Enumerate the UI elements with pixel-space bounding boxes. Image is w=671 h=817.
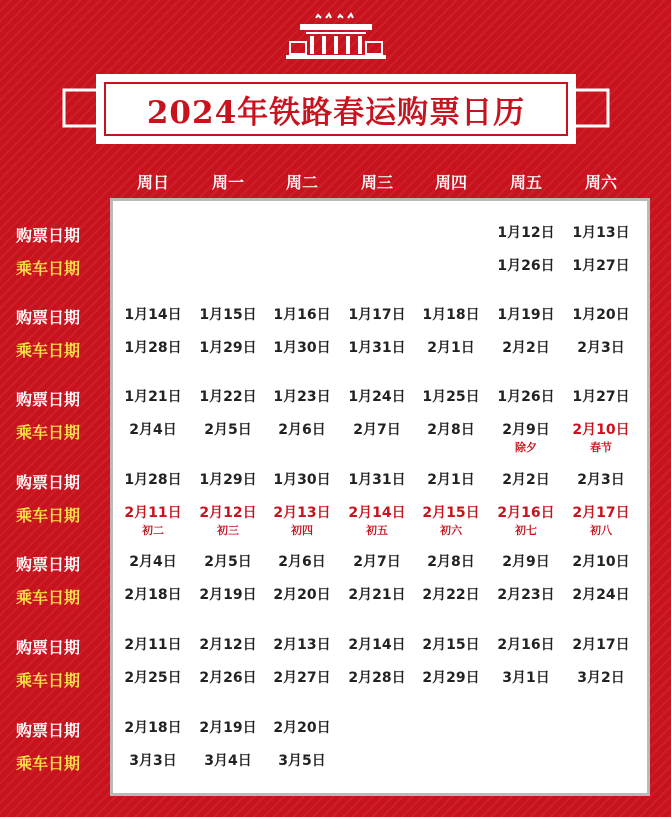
ride-date-cell: 2月15日 [422,505,480,521]
ride-date-cell: 1月27日 [572,258,630,274]
buy-date-cell: 1月29日 [199,472,257,488]
weekday-label: 周三 [360,173,393,192]
buy-date-cell: 2月14日 [348,637,406,653]
weekday-label: 周一 [211,173,244,192]
buy-date-cell: 1月30日 [273,472,331,488]
ride-date-cell: 2月10日 [572,422,630,438]
lunar-date-note: 初六 [440,524,462,537]
buy-date-label: 购票日期 [16,555,81,574]
ride-date-cell: 2月7日 [353,422,401,438]
ride-date-label: 乘车日期 [16,754,81,773]
ride-date-label: 乘车日期 [16,506,81,525]
buy-date-cell: 1月16日 [273,307,331,323]
buy-date-cell: 1月23日 [273,389,331,405]
buy-date-cell: 2月11日 [124,637,182,653]
buy-date-cell: 1月14日 [124,307,182,323]
lunar-date-note: 初八 [590,524,612,537]
ride-date-cell: 2月22日 [422,587,480,603]
ride-date-cell: 2月21日 [348,587,406,603]
ride-date-cell: 2月27日 [273,670,331,686]
buy-date-cell: 2月16日 [497,637,555,653]
ride-date-cell: 2月20日 [273,587,331,603]
ride-date-cell: 2月19日 [199,587,257,603]
weekday-label: 周二 [285,173,318,192]
ride-date-label: 乘车日期 [16,341,81,360]
lunar-date-note: 除夕 [515,441,537,454]
ride-date-cell: 2月24日 [572,587,630,603]
calendar-panel [110,198,650,796]
buy-date-cell: 1月12日 [497,225,555,241]
buy-date-cell: 1月18日 [422,307,480,323]
ride-date-cell: 3月2日 [577,670,625,686]
title-frame [104,82,568,136]
buy-date-cell: 1月28日 [124,472,182,488]
buy-date-cell: 2月20日 [273,720,331,736]
buy-date-cell: 2月2日 [502,472,550,488]
buy-date-cell: 1月19日 [497,307,555,323]
buy-date-cell: 2月6日 [278,554,326,570]
buy-date-cell: 1月17日 [348,307,406,323]
buy-date-label: 购票日期 [16,721,81,740]
ride-date-cell: 2月4日 [129,422,177,438]
ride-date-label: 乘车日期 [16,259,81,278]
ride-date-cell: 2月23日 [497,587,555,603]
buy-date-label: 购票日期 [16,473,81,492]
ride-date-cell: 1月31日 [348,340,406,356]
buy-date-label: 购票日期 [16,390,81,409]
ride-date-cell: 2月14日 [348,505,406,521]
ride-date-cell: 2月6日 [278,422,326,438]
buy-date-cell: 1月15日 [199,307,257,323]
lunar-date-note: 初七 [515,524,537,537]
weekday-label: 周六 [584,173,617,192]
buy-date-cell: 2月13日 [273,637,331,653]
title-banner [96,74,576,144]
ride-date-cell: 3月4日 [204,753,252,769]
buy-date-cell: 2月8日 [427,554,475,570]
ride-date-cell: 1月26日 [497,258,555,274]
buy-date-cell: 1月22日 [199,389,257,405]
ride-date-label: 乘车日期 [16,423,81,442]
lunar-date-note: 初二 [142,524,164,537]
page-title: 2024年铁路春运购票日历 [146,94,526,131]
ride-date-cell: 2月25日 [124,670,182,686]
ride-date-cell: 2月11日 [124,505,182,521]
ride-date-cell: 2月16日 [497,505,555,521]
lunar-date-note: 春节 [590,441,612,454]
buy-date-cell: 2月10日 [572,554,630,570]
ride-date-cell: 2月29日 [422,670,480,686]
buy-date-label: 购票日期 [16,308,81,327]
buy-date-cell: 1月31日 [348,472,406,488]
weekday-label: 周四 [434,173,467,192]
buy-date-cell: 2月17日 [572,637,630,653]
buy-date-cell: 2月12日 [199,637,257,653]
buy-date-cell: 2月19日 [199,720,257,736]
ride-date-cell: 3月3日 [129,753,177,769]
buy-date-cell: 1月26日 [497,389,555,405]
lunar-date-note: 初三 [217,524,239,537]
buy-date-label: 购票日期 [16,226,81,245]
ride-date-cell: 1月28日 [124,340,182,356]
ride-date-cell: 2月28日 [348,670,406,686]
buy-date-cell: 1月27日 [572,389,630,405]
buy-date-cell: 2月9日 [502,554,550,570]
railway-station-icon [286,10,386,62]
ride-date-cell: 2月13日 [273,505,331,521]
ride-date-cell: 2月12日 [199,505,257,521]
ride-date-cell: 1月29日 [199,340,257,356]
ride-date-cell: 1月30日 [273,340,331,356]
ride-date-label: 乘车日期 [16,671,81,690]
buy-date-cell: 1月25日 [422,389,480,405]
buy-date-cell: 2月15日 [422,637,480,653]
ride-date-cell: 2月3日 [577,340,625,356]
buy-date-cell: 2月18日 [124,720,182,736]
buy-date-cell: 1月21日 [124,389,182,405]
ride-date-cell: 2月5日 [204,422,252,438]
buy-date-cell: 2月5日 [204,554,252,570]
weekday-label: 周五 [509,173,542,192]
buy-date-cell: 1月13日 [572,225,630,241]
ride-date-cell: 3月1日 [502,670,550,686]
buy-date-cell: 2月1日 [427,472,475,488]
ride-date-cell: 2月9日 [502,422,550,438]
ride-date-cell: 2月26日 [199,670,257,686]
lunar-date-note: 初五 [366,524,388,537]
ride-date-cell: 2月17日 [572,505,630,521]
ride-date-cell: 3月5日 [278,753,326,769]
weekday-header [0,170,671,194]
lunar-date-note: 初四 [291,524,313,537]
buy-date-cell: 2月3日 [577,472,625,488]
buy-date-cell: 2月7日 [353,554,401,570]
buy-date-cell: 1月20日 [572,307,630,323]
buy-date-cell: 2月4日 [129,554,177,570]
ride-date-cell: 2月8日 [427,422,475,438]
ride-date-cell: 2月2日 [502,340,550,356]
buy-date-cell: 1月24日 [348,389,406,405]
buy-date-label: 购票日期 [16,638,81,657]
weekday-label: 周日 [136,173,169,192]
ride-date-cell: 2月18日 [124,587,182,603]
ride-date-cell: 2月1日 [427,340,475,356]
ride-date-label: 乘车日期 [16,588,81,607]
